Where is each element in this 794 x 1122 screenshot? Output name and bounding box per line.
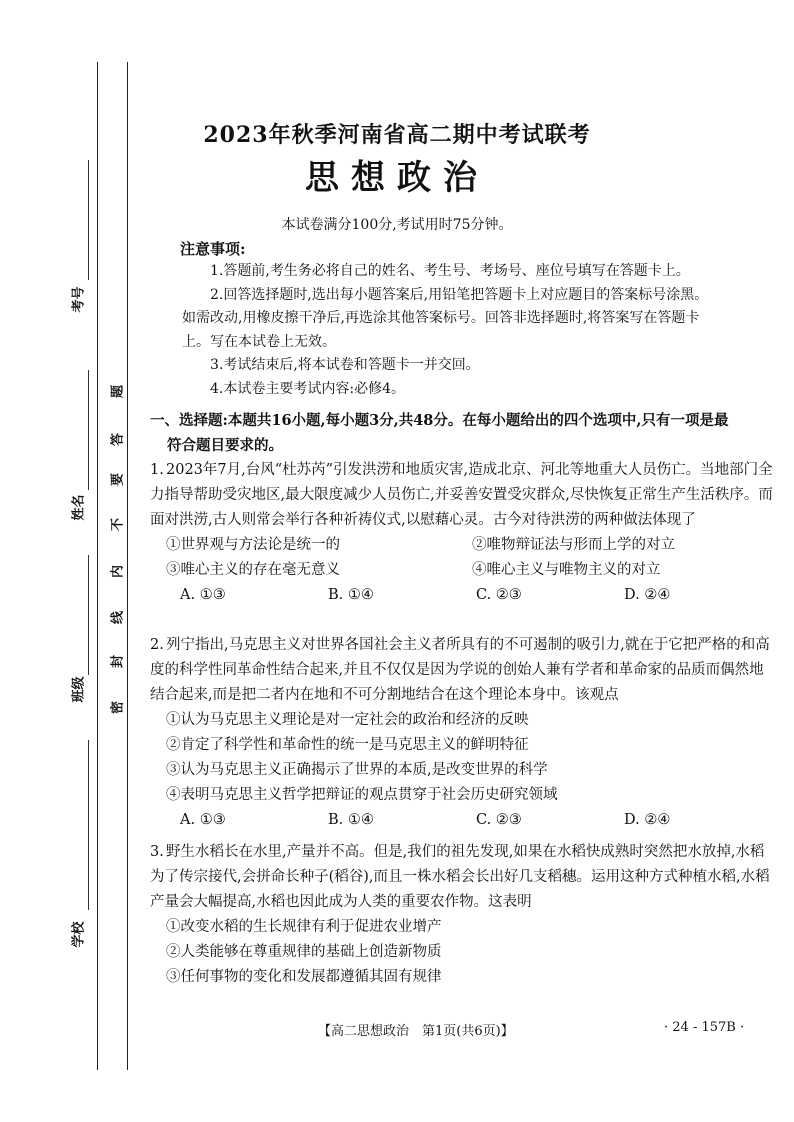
seal-char: 密 [110, 701, 126, 715]
exam-number-field [62, 286, 92, 320]
question-text: 野生水稻长在水里,产量并不高。但是,我们的祖先发现,如果在水稻快成熟时突然把水放掉,水稻为了传宗接代,会拼命长种子(稻谷),而且一株水稻会长出好几支稻穗。运用这种方式种植水稻,水稻产量会大幅提高,水稻也因此成为人类的重要农作物。这表明 [150, 844, 770, 910]
option: ①世界观与方法论是统一的 [166, 537, 340, 553]
seal-char: 要 [110, 473, 126, 487]
choice: B. ①④ [328, 812, 374, 828]
choice: D. ②④ [624, 587, 671, 603]
notice-title: 注意事项: [180, 240, 246, 258]
option: ③任何事物的变化和发展都遵循其固有规律 [166, 969, 442, 985]
notice-list [182, 260, 722, 401]
notice-item: 3.考试结束后,将本试卷和答题卡一并交回。 [210, 357, 480, 373]
option: ②唯物辩证法与形而上学的对立 [472, 537, 675, 553]
question-stem [150, 840, 778, 915]
notice-item: 4.本试卷主要考试内容:必修4。 [210, 380, 405, 397]
choice: B. ①④ [328, 587, 374, 603]
class-field [62, 676, 92, 710]
choice-row [150, 583, 778, 608]
option: ②肯定了科学性和革命性的统一是马克思主义的鲜明特征 [166, 737, 529, 753]
question-text: 列宁指出,马克思主义对世界各国社会主义者所具有的不可遏制的吸引力,就在于它把严格的和高度的科学性同革命性结合起来,并且不仅仅是因为学说的创始人兼有学者和革命家的品质而偶然地结合起来,而是把二者内在地和不可分割地结合在这个理论本身中。该观点 [150, 637, 770, 703]
class-blank [88, 555, 89, 675]
choice: A. ①③ [180, 812, 226, 828]
option: ④唯心主义与唯物主义的对立 [472, 562, 661, 578]
school-field [62, 921, 92, 955]
subject-title: 思想政治 [305, 158, 489, 198]
question-stem [150, 633, 778, 708]
option: ①改变水稻的生长规律有利于促进农业增产 [166, 919, 442, 935]
question-number: 2. [150, 637, 164, 653]
seal-char: 内 [110, 565, 126, 579]
seal-char: 题 [110, 385, 126, 399]
question-number: 1. [150, 462, 164, 478]
section-heading-line: 一、选择题:本题共16小题,每小题3分,共48分。在每小题给出的四个选项中,只有一项是最 [150, 412, 729, 429]
option: ②人类能够在尊重规律的基础上创造新物质 [166, 944, 442, 960]
option: ①认为马克思主义理论是对一定社会的政治和经济的反映 [166, 712, 529, 728]
name-field [62, 494, 92, 528]
section-heading-line: 符合题目要求的。 [167, 437, 283, 454]
seal-char: 线 [110, 611, 126, 625]
paper-code: · 24 - 157B · [664, 1020, 745, 1035]
option: ③唯心主义的存在毫无意义 [166, 562, 340, 578]
question-2 [150, 633, 778, 833]
option: ④表明马克思主义哲学把辩证的观点贯穿于社会历史研究领域 [166, 787, 558, 803]
choice: D. ②④ [624, 812, 671, 828]
choice-row [150, 808, 778, 833]
choice: C. ②③ [476, 587, 522, 603]
option-row [150, 558, 778, 583]
class-label: 班级 [71, 676, 87, 703]
option-row [150, 533, 778, 558]
question-text: 2023年7月,台风“杜苏芮”引发洪涝和地质灾害,造成北京、河北等地重大人员伤亡。当地部门全力指导帮助受灾地区,最大限度减少人员伤亡,并妥善安置受灾群众,尽快恢复正常生产生活秩序。而面对洪涝,古人则常会举行各种祈祷仪式,以慰藉心灵。古今对待洪涝的两种做法体现了 [150, 462, 773, 528]
question-3 [150, 840, 778, 990]
school-label: 学校 [71, 921, 87, 948]
section-heading [150, 408, 770, 458]
choice: A. ①③ [180, 587, 226, 603]
school-blank [88, 740, 89, 910]
notice-item: 1.答题前,考生务必将自己的姓名、考生号、考场号、座位号填写在答题卡上。 [210, 263, 690, 279]
option: ③认为马克思主义正确揭示了世界的本质,是改变世界的科学 [166, 762, 548, 778]
name-blank [88, 370, 89, 490]
question-1 [150, 458, 778, 608]
question-stem [150, 458, 778, 533]
question-number: 3. [150, 844, 164, 860]
seal-char: 封 [110, 655, 126, 669]
seal-char: 不 [110, 518, 126, 532]
seal-char: 答 [110, 433, 126, 447]
name-label: 姓名 [71, 494, 87, 521]
choice: C. ②③ [476, 812, 522, 828]
notice-item: 2.回答选择题时,选出每小题答案后,用铅笔把答题卡上对应题目的答案标号涂黑。如需改动,用橡皮擦干净后,再选涂其他答案标号。回答非选择题时,将答案写在答题卡上。写在本试卷上无效。 [182, 286, 709, 350]
exam-meta: 本试卷满分100分,考试用时75分钟。 [281, 217, 513, 233]
exam-title: 2023年秋季河南省高二期中考试联考 [203, 122, 591, 148]
exam-number-label: 考号 [71, 286, 87, 313]
page-footer: 【高二思想政治 第1页(共6页)】 [318, 1024, 514, 1039]
